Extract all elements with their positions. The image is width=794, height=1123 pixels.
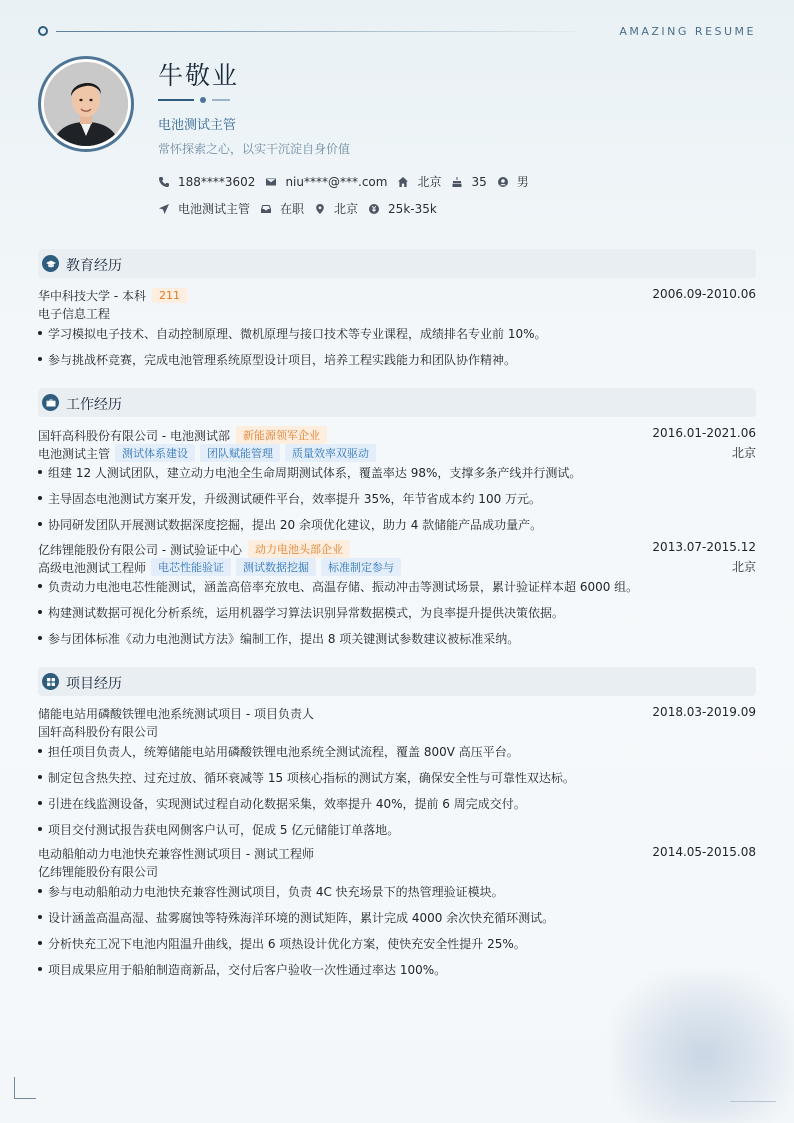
avatar-frame <box>38 56 134 152</box>
avatar <box>44 62 128 146</box>
project-bullet: 参与电动船舶动力电池快充兼容性测试项目，负责 4C 快充场景下的热管理验证模块。 <box>38 883 756 900</box>
salary-text: 25k-35k <box>388 201 437 216</box>
project-entry-header <box>38 705 756 722</box>
project-bullet: 担任项目负责人，统筹储能电站用磷酸铁锂电池系统全测试流程，覆盖 800V 高压平台。 <box>38 743 756 760</box>
education-section-title: 教育经历 <box>66 258 122 274</box>
salary-item <box>368 202 437 216</box>
email-text: niu****@***.com <box>285 174 388 189</box>
header-ring-decoration <box>38 26 48 36</box>
gender-item <box>497 173 529 190</box>
inbox-icon <box>260 203 272 215</box>
work-location: 北京 <box>731 446 756 460</box>
education-entry-header <box>38 287 756 304</box>
work-bullet: 主导固态电池测试方案开发，升级测试硬件平台，效率提升 35%，年节省成本约 100 万元。 <box>38 490 756 507</box>
home-icon <box>397 176 409 188</box>
project-bullet: 制定包含热失控、过充过放、循环衰减等 15 项核心指标的测试方案，确保安全性与可靠性双达标。 <box>38 769 756 786</box>
education-major: 电子信息工程 <box>38 307 111 321</box>
phone-text: 188****3602 <box>178 174 256 189</box>
project-bullet: 项目成果应用于船舶制造商新品，交付后客户验收一次性通过率达 100%。 <box>38 961 756 978</box>
education-bullet: 参与挑战杯竞赛，完成电池管理系统原型设计项目，培养工程实践能力和团队协作精神。 <box>38 351 756 368</box>
corner-bracket-decoration <box>14 1077 36 1099</box>
education-date: 2006.09-2010.06 <box>652 287 756 301</box>
phone-item <box>158 175 255 189</box>
target-city-item <box>314 200 358 217</box>
target-city-text: 北京 <box>334 202 359 216</box>
brand-label: AMAZING RESUME <box>619 25 756 38</box>
work-skill-tag: 测试体系建设 <box>115 444 195 462</box>
name-underline-decoration <box>158 96 238 104</box>
education-major-row <box>38 305 756 322</box>
gender-text: 男 <box>516 175 529 189</box>
work-role-row <box>38 558 756 576</box>
project-bullet: 引进在线监测设备，实现测试过程自动化数据采集，效率提升 40%，提前 6 周完成交付。 <box>38 795 756 812</box>
contact-row <box>158 173 539 190</box>
candidate-motto: 常怀探索之心，以实干沉淀自身价值 <box>158 142 351 156</box>
status-text: 在职 <box>280 202 305 216</box>
job-intent-row <box>158 200 447 217</box>
work-skill-tag: 团队赋能管理 <box>200 444 280 462</box>
project-company: 国轩高科股份有限公司 <box>38 725 159 739</box>
work-skill-tag: 质量效率双驱动 <box>285 444 376 462</box>
project-company-row <box>38 723 756 740</box>
header-line-decoration <box>56 31 576 32</box>
work-entry-header <box>38 540 756 558</box>
project-name: 储能电站用磷酸铁锂电池系统测试项目 - 项目负责人 <box>38 707 314 721</box>
work-bullet: 负责动力电池电芯性能测试，涵盖高倍率充放电、高温存储、振动冲击等测试场景，累计验证样本超 6000 组。 <box>38 578 756 595</box>
city-text: 北京 <box>417 175 442 189</box>
graduation-cap-icon <box>42 255 59 272</box>
work-date: 2016.01-2021.06 <box>652 426 756 440</box>
city-item <box>397 173 441 190</box>
footer-line-decoration <box>730 1101 776 1102</box>
phone-icon <box>158 176 170 188</box>
work-skill-tag: 标准制定参与 <box>321 558 401 576</box>
education-tag: 211 <box>152 288 187 303</box>
location-pin-icon <box>314 203 326 215</box>
avatar-portrait <box>44 62 128 146</box>
project-name: 电动船舶动力电池快充兼容性测试项目 - 测试工程师 <box>38 847 314 861</box>
work-company: 国轩高科股份有限公司 - 电池测试部 <box>38 428 230 443</box>
work-role-row <box>38 444 756 462</box>
grid-apps-icon <box>42 673 59 690</box>
work-bullet: 参与团体标准《动力电池测试方法》编制工作，提出 8 项关键测试参数建议被标准采纳。 <box>38 630 756 647</box>
user-circle-icon <box>497 176 509 188</box>
project-date: 2018.03-2019.09 <box>652 705 756 719</box>
work-role: 高级电池测试工程师 <box>38 560 147 575</box>
work-date: 2013.07-2015.12 <box>652 540 756 554</box>
education-school: 华中科技大学 - 本科 <box>38 289 146 303</box>
work-skill-tag: 测试数据挖掘 <box>236 558 316 576</box>
project-bullet: 设计涵盖高温高湿、盐雾腐蚀等特殊海洋环境的测试矩阵，累计完成 4000 余次快充循环测试。 <box>38 909 756 926</box>
status-item <box>260 200 304 217</box>
work-location: 北京 <box>731 560 756 574</box>
projects-section-header <box>38 667 756 696</box>
projects-section-title: 项目经历 <box>66 676 122 692</box>
work-company-tag: 动力电池头部企业 <box>248 540 350 558</box>
work-section-title: 工作经历 <box>66 397 122 413</box>
target-role-item <box>158 200 250 217</box>
work-section-header <box>38 388 756 417</box>
project-bullet: 项目交付测试报告获电网侧客户认可，促成 5 亿元储能订单落地。 <box>38 821 756 838</box>
education-bullet: 学习模拟电子技术、自动控制原理、微机原理与接口技术等专业课程，成绩排名专业前 10%。 <box>38 325 756 342</box>
age-text: 35 <box>471 174 487 189</box>
briefcase-icon <box>42 394 59 411</box>
work-bullet: 协同研发团队开展测试数据深度挖掘，提出 20 余项优化建议，助力 4 款储能产品成功量产。 <box>38 516 756 533</box>
email-item <box>265 175 387 189</box>
work-company: 亿纬锂能股份有限公司 - 测试验证中心 <box>38 542 242 557</box>
project-company: 亿纬锂能股份有限公司 <box>38 865 159 879</box>
age-item <box>451 175 486 189</box>
target-role-text: 电池测试主管 <box>178 202 251 216</box>
work-bullet: 组建 12 人测试团队，建立动力电池全生命周期测试体系，覆盖率达 98%，支撑多条产线并行测试。 <box>38 464 756 481</box>
work-role: 电池测试主管 <box>38 446 111 461</box>
project-company-row <box>38 863 756 880</box>
work-company-tag: 新能源领军企业 <box>236 426 327 444</box>
money-icon <box>368 203 380 215</box>
education-section-header <box>38 249 756 278</box>
work-entry-header <box>38 426 756 444</box>
candidate-title: 电池测试主管 <box>158 118 237 133</box>
work-skill-tag: 电芯性能验证 <box>151 558 231 576</box>
project-bullet: 分析快充工况下电池内阻温升曲线，提出 6 项热设计优化方案，使快充安全性提升 25%。 <box>38 935 756 952</box>
candidate-name: 牛敬业 <box>158 61 240 90</box>
cake-icon <box>451 176 463 188</box>
project-entry-header <box>38 845 756 862</box>
email-icon <box>265 176 277 188</box>
work-bullet: 构建测试数据可视化分析系统，运用机器学习算法识别异常数据模式，为良率提升提供决策依据。 <box>38 604 756 621</box>
project-date: 2014.05-2015.08 <box>652 845 756 859</box>
send-icon <box>158 203 170 215</box>
